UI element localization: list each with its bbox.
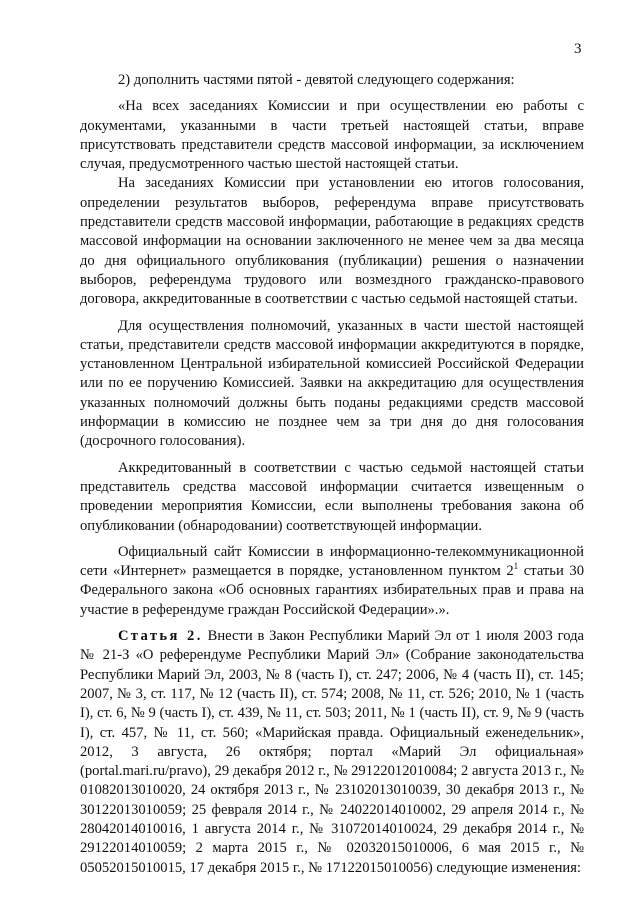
- part-six-paragraph: На заседаниях Комиссии при установлении ею итогов голосования, определении результатов выборов, референдума вправе присутствовать представители средств массовой информации, работающие в редакциях средств массовой информации на основании заключенного не менее чем за два месяца до дня официального опубликования (публикации) решения о назначении выборов, референдума трудового или возмездного гражданско-правового договора, аккредитованные в соответствии с частью седьмой настоящей статьи.: [80, 175, 584, 308]
- article-2-paragraph: [80, 627, 584, 878]
- part-nine-text: Официальный сайт Комиссии в информационно-телекоммуникационной сети «Интернет» размещается в порядке, установленном пунктом 2: [80, 543, 584, 580]
- amendment-intro: 2) дополнить частями пятой - девятой следующего содержания:: [118, 72, 515, 88]
- document-body: [80, 71, 584, 885]
- part-eight-paragraph: Аккредитованный в соответствии с частью седьмой настоящей статьи представитель средства массовой информации считается извещенным о проведении мероприятия Комиссии, если выполнены требования закона об опубликовании (обнародовании) соответствующей информации.: [80, 459, 584, 534]
- part-nine-paragraph: [80, 543, 584, 620]
- footnote-superscript: 1: [513, 561, 519, 572]
- article-2-label: Статья 2.: [118, 628, 203, 645]
- part-seven-paragraph: Для осуществления полномочий, указанных в части шестой настоящей статьи, представители средств массовой информации аккредитуются в порядке, установленном Центральной избирательной комиссией Российской Федерации или по ее поручению Комиссией. Заявки на аккредитацию для осуществления указанных полномочий должны быть поданы редакциями средств массовой информации в комиссию не позднее чем за три дня до дня голосования (досрочного голосования).: [80, 317, 584, 450]
- article-2-text: Внести в Закон Республики Марий Эл от 1 июля 2003 года № 21-З «О референдуме Республики Марий Эл» (Собрание законодательства Республики Марий Эл, 2003, № 8 (часть I), ст. 247; 2006, № 4 (часть II), ст. 145; 2007, № 3, ст. 117, № 12 (часть II), ст. 574; 2008, № 11, ст. 526; 2010, № 1 (часть I), ст. 6, № 9 (часть I), ст. 439, № 11, ст. 503; 2011, № 1 (часть II), ст. 9, № 9 (часть I), ст. 457, № 11, ст. 560; «Марийская правда. Официальный еженедельник», 2012, 3 августа, 26 октября; портал «Марий Эл официальная» (portal.mari.ru/pravo), 29 декабря 2012 г., № 29122012010084; 2 августа 2013 г., № 01082013010020, 24 октября 2013 г., № 23102013010039, 30 декабря 2013 г., № 30122013010059; 25 февраля 2014 г., № 24022014010002, 29 апреля 2014 г., № 28042014010016, 1 августа 2014 г., № 31072014010024, 29 декабря 2014 г., № 29122014010059; 2 марта 2015 г., № 02032015010006, 6 мая 2015 г., № 05052015010015, 17 декабря 2015 г., № 17122015010056) следующие изменения:: [80, 628, 584, 876]
- part-nine-text-end: статьи 30 Федерального закона «Об основных гарантиях избирательных прав и права на участие в референдуме граждан Российской Федерации».».: [80, 563, 584, 618]
- page-number: 3: [574, 41, 582, 57]
- part-five-paragraph: «На всех заседаниях Комиссии и при осуществлении ею работы с документами, указанными в части третьей настоящей статьи, вправе присутствовать представители средств массовой информации, за исключением случая, предусмотренного частью шестой настоящей статьи.: [80, 98, 584, 173]
